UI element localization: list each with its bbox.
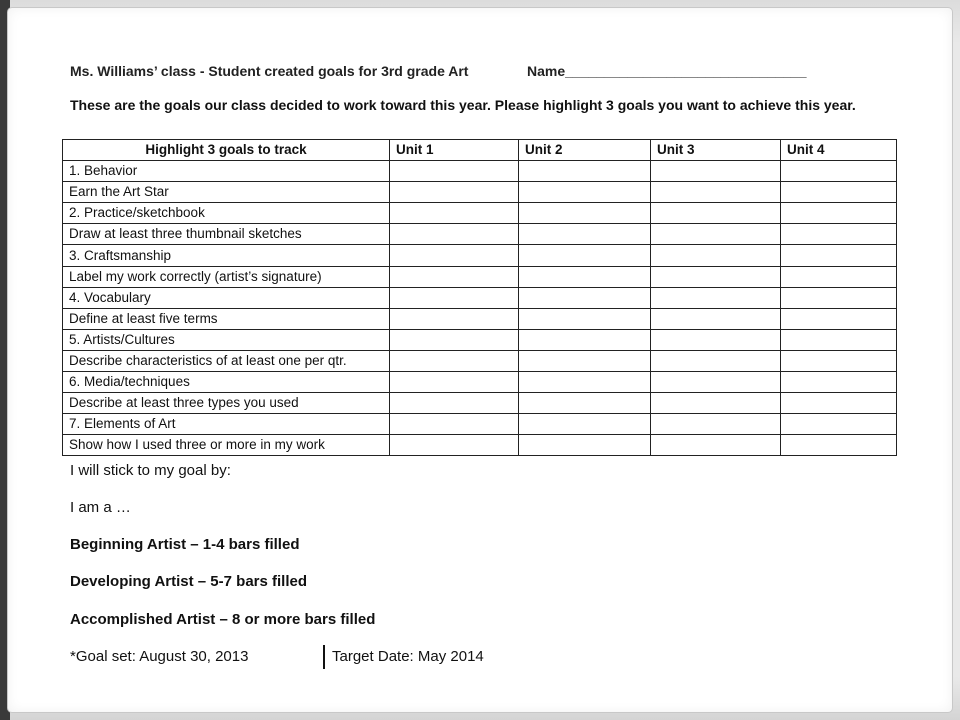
table-row bbox=[63, 414, 897, 435]
goal-label-cell: 7. Elements of Art bbox=[63, 414, 390, 435]
unit-2-cell[interactable] bbox=[519, 224, 651, 245]
unit-1-cell[interactable] bbox=[390, 182, 519, 203]
goal-label-cell: 5. Artists/Cultures bbox=[63, 329, 390, 350]
goal-set-date: *Goal set: August 30, 2013 bbox=[70, 648, 249, 665]
column-header-unit-2: Unit 2 bbox=[519, 140, 651, 161]
table-row bbox=[63, 287, 897, 308]
goal-label-cell: 1. Behavior bbox=[63, 161, 390, 182]
goal-label-cell: Show how I used three or more in my work bbox=[63, 435, 390, 456]
target-date: Target Date: May 2014 bbox=[332, 648, 484, 665]
unit-1-cell[interactable] bbox=[390, 372, 519, 393]
unit-1-cell[interactable] bbox=[390, 224, 519, 245]
unit-4-cell[interactable] bbox=[781, 203, 897, 224]
column-header-unit-3: Unit 3 bbox=[651, 140, 781, 161]
unit-3-cell[interactable] bbox=[651, 224, 781, 245]
unit-1-cell[interactable] bbox=[390, 161, 519, 182]
goal-label-cell: Define at least five terms bbox=[63, 308, 390, 329]
goal-label-cell: 2. Practice/sketchbook bbox=[63, 203, 390, 224]
unit-4-cell[interactable] bbox=[781, 393, 897, 414]
unit-4-cell[interactable] bbox=[781, 287, 897, 308]
unit-2-cell[interactable] bbox=[519, 393, 651, 414]
table-row bbox=[63, 350, 897, 371]
unit-3-cell[interactable] bbox=[651, 245, 781, 266]
unit-2-cell[interactable] bbox=[519, 266, 651, 287]
unit-2-cell[interactable] bbox=[519, 203, 651, 224]
unit-3-cell[interactable] bbox=[651, 287, 781, 308]
goal-label-cell: Draw at least three thumbnail sketches bbox=[63, 224, 390, 245]
unit-3-cell[interactable] bbox=[651, 203, 781, 224]
unit-1-cell[interactable] bbox=[390, 350, 519, 371]
unit-4-cell[interactable] bbox=[781, 308, 897, 329]
goal-label-cell: Describe characteristics of at least one per qtr. bbox=[63, 350, 390, 371]
level-accomplished-artist: Accomplished Artist – 8 or more bars filled bbox=[70, 611, 376, 628]
column-header-unit-1: Unit 1 bbox=[390, 140, 519, 161]
unit-3-cell[interactable] bbox=[651, 161, 781, 182]
unit-4-cell[interactable] bbox=[781, 329, 897, 350]
table-row bbox=[63, 266, 897, 287]
unit-4-cell[interactable] bbox=[781, 245, 897, 266]
document-title: Ms. Williams’ class - Student created goals for 3rd grade Art bbox=[70, 63, 469, 79]
table-header-row bbox=[63, 140, 897, 161]
column-header-unit-4: Unit 4 bbox=[781, 140, 897, 161]
unit-2-cell[interactable] bbox=[519, 245, 651, 266]
goal-label-cell: Label my work correctly (artist’s signature) bbox=[63, 266, 390, 287]
unit-1-cell[interactable] bbox=[390, 203, 519, 224]
unit-3-cell[interactable] bbox=[651, 350, 781, 371]
unit-2-cell[interactable] bbox=[519, 435, 651, 456]
date-divider bbox=[323, 645, 325, 669]
unit-4-cell[interactable] bbox=[781, 266, 897, 287]
unit-3-cell[interactable] bbox=[651, 393, 781, 414]
unit-4-cell[interactable] bbox=[781, 414, 897, 435]
table-row bbox=[63, 182, 897, 203]
level-beginning-artist: Beginning Artist – 1-4 bars filled bbox=[70, 536, 300, 553]
unit-4-cell[interactable] bbox=[781, 224, 897, 245]
unit-4-cell[interactable] bbox=[781, 161, 897, 182]
table-row bbox=[63, 329, 897, 350]
table-row bbox=[63, 308, 897, 329]
unit-2-cell[interactable] bbox=[519, 287, 651, 308]
i-am-a-text: I am a … bbox=[70, 499, 131, 516]
column-header-goals: Highlight 3 goals to track bbox=[63, 140, 390, 161]
unit-3-cell[interactable] bbox=[651, 414, 781, 435]
level-developing-artist: Developing Artist – 5-7 bars filled bbox=[70, 573, 308, 590]
unit-1-cell[interactable] bbox=[390, 245, 519, 266]
unit-2-cell[interactable] bbox=[519, 372, 651, 393]
unit-1-cell[interactable] bbox=[390, 414, 519, 435]
unit-2-cell[interactable] bbox=[519, 350, 651, 371]
unit-2-cell[interactable] bbox=[519, 329, 651, 350]
unit-3-cell[interactable] bbox=[651, 308, 781, 329]
unit-3-cell[interactable] bbox=[651, 182, 781, 203]
document-header bbox=[70, 63, 890, 85]
unit-1-cell[interactable] bbox=[390, 329, 519, 350]
name-field-label: Name_______________________________ bbox=[527, 63, 807, 79]
unit-1-cell[interactable] bbox=[390, 435, 519, 456]
table-row bbox=[63, 224, 897, 245]
unit-4-cell[interactable] bbox=[781, 182, 897, 203]
unit-2-cell[interactable] bbox=[519, 182, 651, 203]
table-row bbox=[63, 372, 897, 393]
unit-3-cell[interactable] bbox=[651, 435, 781, 456]
goal-label-cell: 6. Media/techniques bbox=[63, 372, 390, 393]
unit-3-cell[interactable] bbox=[651, 329, 781, 350]
goals-table bbox=[62, 139, 897, 456]
unit-2-cell[interactable] bbox=[519, 308, 651, 329]
unit-4-cell[interactable] bbox=[781, 435, 897, 456]
unit-4-cell[interactable] bbox=[781, 372, 897, 393]
unit-3-cell[interactable] bbox=[651, 266, 781, 287]
goal-label-cell: 4. Vocabulary bbox=[63, 287, 390, 308]
goal-label-cell: 3. Craftsmanship bbox=[63, 245, 390, 266]
unit-1-cell[interactable] bbox=[390, 287, 519, 308]
unit-1-cell[interactable] bbox=[390, 393, 519, 414]
table-row bbox=[63, 435, 897, 456]
unit-3-cell[interactable] bbox=[651, 372, 781, 393]
unit-2-cell[interactable] bbox=[519, 161, 651, 182]
goal-label-cell: Earn the Art Star bbox=[63, 182, 390, 203]
unit-2-cell[interactable] bbox=[519, 414, 651, 435]
goal-dates-line bbox=[70, 648, 484, 665]
table-row bbox=[63, 161, 897, 182]
table-row bbox=[63, 393, 897, 414]
instructions-text: These are the goals our class decided to work toward this year. Please highlight 3 goals you want to achieve this year. bbox=[70, 97, 856, 113]
unit-1-cell[interactable] bbox=[390, 266, 519, 287]
table-row bbox=[63, 203, 897, 224]
goal-label-cell: Describe at least three types you used bbox=[63, 393, 390, 414]
unit-1-cell[interactable] bbox=[390, 308, 519, 329]
table-row bbox=[63, 245, 897, 266]
unit-4-cell[interactable] bbox=[781, 350, 897, 371]
stick-to-goal-text: I will stick to my goal by: bbox=[70, 462, 231, 479]
